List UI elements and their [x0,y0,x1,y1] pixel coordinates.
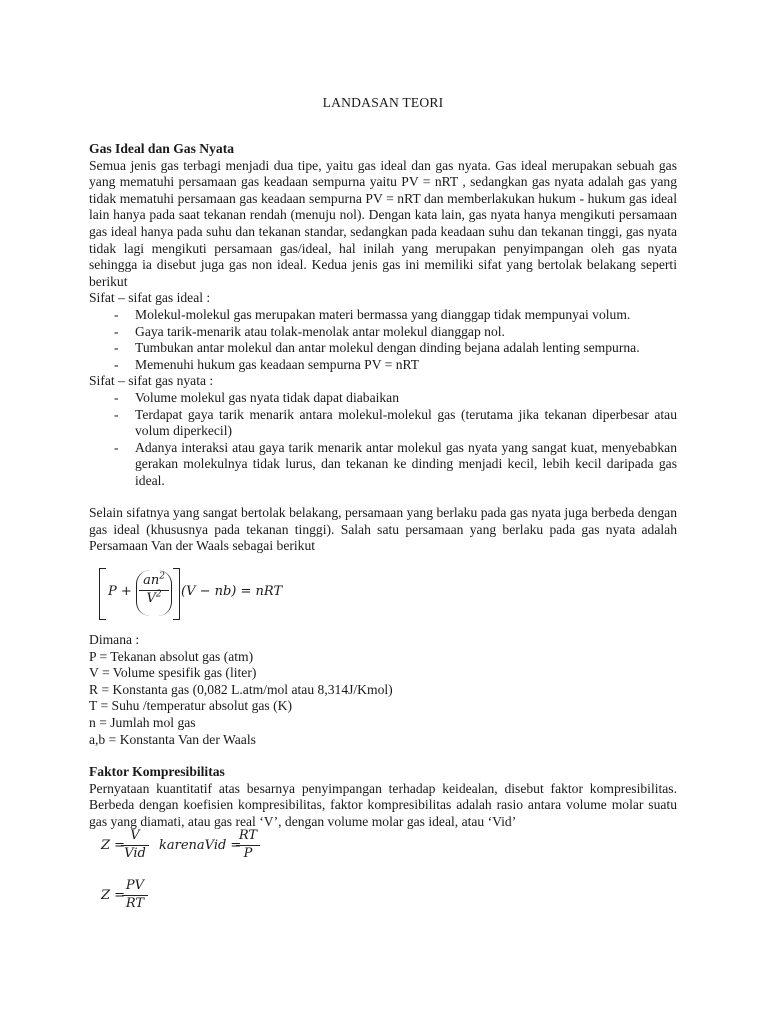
fraction-numerator: PV [125,878,145,893]
intro-paragraph: Semua jenis gas terbagi menjadi dua tipe, yaitu gas ideal dan gas nyata. Gas ideal merupakan sebuah gas yang mematuhi persamaan gas keadaan sempurna yaitu PV = nRT , sedangkan gas nyata adalah gas yang tidak mematuhi persamaan gas keadaan sempurna PV = nRT dan memberlakukan hukum - hukum gas ideal lain hanya pada saat tekanan rendah (menuju nol). Dengan kata lain, gas nyata hanya mengikuti persamaan gas ideal hanya pada suhu dan tekanan standar, sedangkan pada keadaan suhu dan tekanan tinggi, gas nyata tidak lagi mengikuti persamaan gas/ideal, hal inilah yang merupakan penyimpangan oleh gas nyata sehingga ia disebut juga gas non ideal. Kedua jenis gas ini memiliki sifat yang bertolak belakang seperti berikut [89,157,677,289]
equation-lhs: Z = [101,838,126,853]
fraction-denominator: RT [125,895,145,911]
ideal-properties-label: Sifat – sifat gas ideal : [89,290,211,306]
variable-definition: T = Suhu /temperatur absolut gas (K) [89,698,292,714]
section-gas-ideal-nyata [89,141,677,489]
variable-definition: R = Konstanta gas (0,082 L.atm/mol atau 8,314J/Kmol) [89,681,393,697]
list-item: - Terdapat gaya tarik menarik antara molekul-molekul gas (terutama jika tekanan diperbesar atau volum diperkecil) [114,406,677,439]
variable-definition: n = Jumlah mol gas [89,714,196,730]
fraction-denominator: Vid [124,845,146,861]
list-item: - Gaya tarik-menarik atau tolak-menolak antar molekul dianggap nol. [114,323,505,339]
section-heading: Faktor Kompresibilitas [89,764,225,779]
compressibility-paragraph: Pernyataan kuantitatif atas besarnya penyimpangan terhadap keidealan, disebut faktor kompresibilitas. Berbeda dengan koefisien kompresibilitas, faktor kompresibilitas adalah rasio antara volume molar suatu gas yang diamati, atau gas real ‘V’, dengan volume molar gas ideal, atau ‘Vid’ [89,780,677,829]
real-properties-label: Sifat – sifat gas nyata : [89,373,214,389]
fraction [122,878,148,912]
dimana-label: Dimana : [89,632,140,647]
list-item: - Adanya interaksi atau gaya tarik menarik antar molekul gas nyata yang sangat kuat, menyebabkan gerakan molekulnya tidak lurus, dan tekanan ke dinding menjadi kecil, lebih kecil daripada gas ideal. [114,439,677,488]
fraction-denominator: P [243,845,253,861]
fraction [236,828,260,862]
ideal-properties-list [89,307,677,373]
equation-term: P + [108,584,132,599]
fraction-numerator: $an^2$ [143,571,165,588]
section-faktor-kompresibilitas [89,764,677,830]
vdw-intro-paragraph: Selain sifatnya yang sangat bertolak belakang, persamaan yang berlaku pada gas nyata juga berbeda dengan gas ideal (khususnya pada tekanan tinggi). Salah satu persamaan yang berlaku pada gas nyata adalah Persamaan Van der Waals sebagai berikut [89,505,677,554]
compressibility-equation-1 [101,828,301,868]
variable-definition: V = Volume spesifik gas (liter) [89,665,257,681]
section-heading: Gas Ideal dan Gas Nyata [89,141,235,156]
van-der-waals-equation [99,565,359,625]
equation-term: (V − nb) = nRT [181,584,283,599]
list-item: - Volume molekul gas nyata tidak dapat diabaikan [114,389,400,405]
list-item: - Tumbukan antar molekul dan antar molekul dengan dinding bejana adalah lenting sempurna. [114,340,640,356]
equation-term: karenaVid = [159,838,242,853]
dimana-block [89,632,677,748]
fraction-numerator: V [130,828,140,843]
left-square-bracket [99,568,106,620]
fraction-denominator: $V^2$ [146,589,162,606]
real-properties-list [89,390,677,490]
compressibility-equation-2 [101,878,201,918]
equation-lhs: Z = [101,888,126,903]
list-item: - Molekul-molekul gas merupakan materi bermassa yang dianggap tidak mempunyai volum. [114,306,631,322]
fraction [121,828,149,862]
right-paren [157,570,172,616]
variable-definition: P = Tekanan absolut gas (atm) [89,648,254,664]
variable-definition: a,b = Konstanta Van der Waals [89,731,256,747]
right-square-bracket [173,568,180,620]
list-item: - Memenuhi hukum gas keadaan sempurna PV = nRT [114,356,420,372]
fraction-numerator: RT [238,828,258,843]
page-title: LANDASAN TEORI [322,95,444,110]
